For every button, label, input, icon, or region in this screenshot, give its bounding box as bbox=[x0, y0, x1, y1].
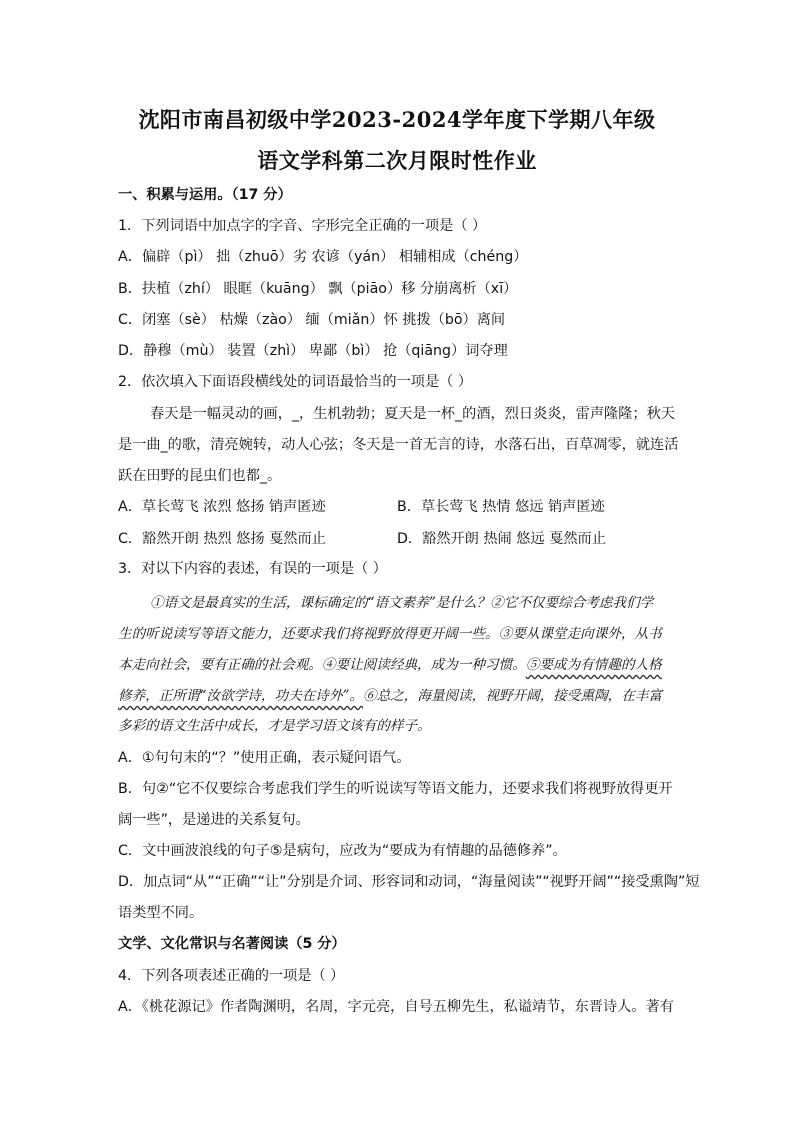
question-4-option-a: A．《桃花源记》作者陶渊明，名周，字元亮，自号五柳先生，私谥靖节，东晋诗人。著有 bbox=[118, 999, 674, 1015]
question-1-option-c: C．闭塞（sè） 枯燥（zào） 缅（miǎn）怀 挑拨（bō）离间 bbox=[118, 312, 506, 328]
question-1-option-b: B．扶植（zhí） 眼眶（kuāng） 飘（piāo）移 分崩离析（xī） bbox=[118, 281, 518, 297]
question-2-passage-line-1: 春天是一幅灵动的画，_，生机勃勃；夏天是一杯_的酒，烈日炎炎，雷声隆隆；秋天 bbox=[150, 406, 675, 422]
question-3-option-d-line-2: 语类型不同。 bbox=[118, 905, 204, 921]
question-2-passage-line-3: 跃在田野的昆虫们也都_。 bbox=[118, 468, 282, 484]
question-3-option-d-line-1: D．加点词“从”“正确”“让”分别是介词、形容词和动词，“海量阅读”“视野开阔”“接受熏陶”短 bbox=[118, 874, 700, 890]
wavy-underlined-sentence: ⑤要成为有情趣的人格 bbox=[525, 657, 662, 673]
section-heading-literature: 文学、文化常识与名著阅读（5 分） bbox=[118, 936, 346, 952]
question-3-passage-line-4 bbox=[118, 686, 688, 706]
question-1-option-d: D．静穆（mù） 装置（zhì） 卑鄙（bì） 抢（qiāng）词夺理 bbox=[118, 343, 508, 359]
question-2-option-d: D．豁然开朗 热闹 悠远 戛然而止 bbox=[397, 531, 606, 547]
page-title: 沈阳市南昌初级中学2023-2024学年度下学期八年级 bbox=[138, 107, 656, 132]
question-2-option-c: C．豁然开朗 热烈 悠扬 戛然而止 bbox=[118, 531, 326, 547]
question-2-option-a: A．草长莺飞 浓烈 悠扬 销声匿迹 bbox=[118, 499, 326, 515]
passage-text: 本走向社会，要有正确的社会观。④要让阅读经典，成为一种习惯。 bbox=[118, 657, 526, 673]
question-3-passage-line-3 bbox=[118, 655, 688, 675]
question-3-passage-line-1: ①语文是最真实的生活，课标确定的“语文素养”是什么？②它不仅要综合考虑我们学 bbox=[150, 595, 654, 611]
question-1-stem: 1．下列词语中加点字的字音、字形完全正确的一项是（ ） bbox=[118, 218, 487, 234]
wavy-underlined-sentence-end: 修养，正所谓“汝欲学诗，功夫在诗外”。 bbox=[118, 688, 363, 704]
question-4-stem: 4．下列各项表述正确的一项是（ ） bbox=[118, 968, 345, 984]
question-3-option-a: A．①句句末的“？”使用正确，表示疑问语气。 bbox=[118, 750, 411, 766]
question-3-option-b-line-2: 阔一些”，是递进的关系复句。 bbox=[118, 812, 310, 828]
question-3-option-b-line-1: B．句②“它不仅要综合考虑我们学生的听说读写等语文能力，还要求我们将视野放得更开 bbox=[118, 781, 673, 797]
page-subtitle: 语文学科第二次月限时性作业 bbox=[257, 148, 537, 173]
question-3-option-c: C．文中画波浪线的句子⑤是病句，应改为“要成为有情趣的品德修养”。 bbox=[118, 843, 567, 859]
section-heading-accumulation: 一、积累与运用。（17 分） bbox=[118, 187, 292, 203]
question-1-option-a: A．偏辟（pì） 拙（zhuō）劣 农谚（yán） 相辅相成（chéng） bbox=[118, 249, 528, 265]
question-3-passage-line-2: 生的听说读写等语文能力，还要求我们将视野放得更开阔一些。③要从课堂走向课外，从书 bbox=[118, 626, 662, 642]
question-3-passage-line-5: 多彩的语文生活中成长，才是学习语文该有的样子。 bbox=[118, 718, 431, 734]
question-2-passage-line-2: 是一曲_的歌，清亮婉转，动人心弦；冬天是一首无言的诗，水落石出，百草凋零，就连活 bbox=[118, 437, 679, 453]
passage-text: ⑥总之，海量阅读，视野开阔，接受熏陶，在丰富 bbox=[363, 688, 663, 704]
question-2-stem: 2．依次填入下面语段横线处的词语最恰当的一项是（ ） bbox=[118, 374, 473, 390]
question-3-stem: 3．对以下内容的表述，有误的一项是（ ） bbox=[118, 561, 387, 577]
question-2-option-b: B．草长莺飞 热情 悠远 销声匿迹 bbox=[397, 499, 605, 515]
